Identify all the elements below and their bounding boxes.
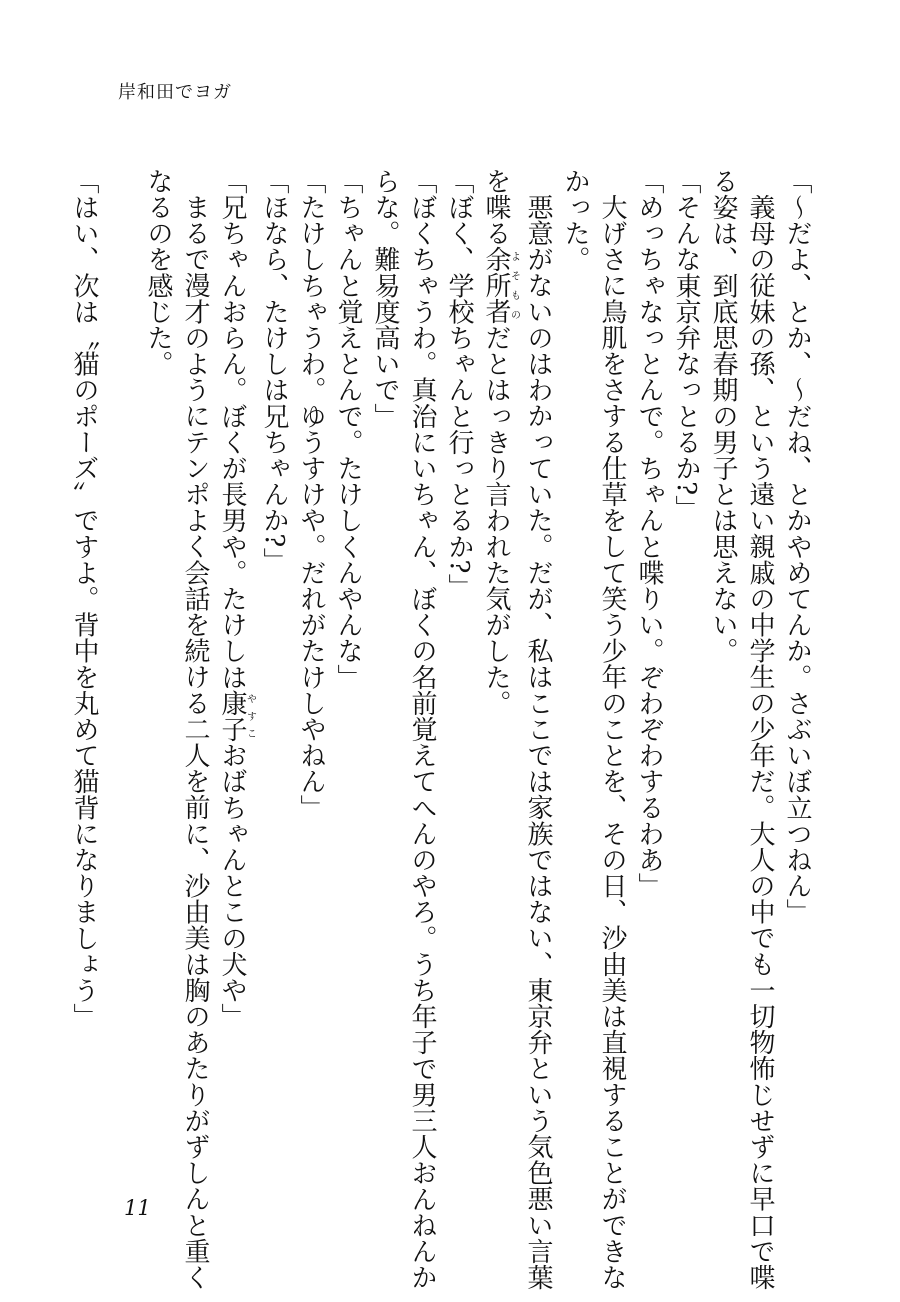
text-line: 「そんな東京弁なっとるか?」	[671, 168, 701, 522]
text-line: 「～だよ、とか、～だね、とかやめてんか。さぶいぼ立つねん」	[782, 168, 812, 925]
text-line: 「はい、次は〝猫のポーズ〟ですよ。背中を丸めて猫背になりましょう」	[69, 168, 99, 1030]
text-line: 大げさに鳥肌をさする仕草をして笑う少年のことを、その日、沙由美は直視することができな	[597, 194, 627, 1291]
text-line: を喋る余所者よそものだとはっきり言われた気がした。	[481, 168, 520, 717]
text-line: 「ほなら、たけしは兄ちゃんか?」	[259, 168, 289, 574]
text-line: らな。難易度高いで」	[370, 168, 400, 429]
text-line: る姿は、到底思春期の男子とは思えない。	[708, 168, 738, 664]
running-head: 岸和田でヨガ	[118, 82, 232, 103]
text-line: 「ぼく、学校ちゃんと行っとるか?」	[444, 168, 474, 600]
text-line: まるで漫才のようにテンポよく会話を続ける二人を前に、沙由美は胸のあたりがずしんと重く	[180, 194, 210, 1291]
text-line: かった。	[560, 168, 590, 273]
text-line: なるのを感じた。	[143, 168, 173, 377]
text-line: 「兄ちゃんおらん。ぼくが長男や。たけしは康子やすこおばちゃんとこの犬や」	[217, 168, 256, 1030]
text-line: 悪意がないのはわかっていた。だが、私はここでは家族ではない、東京弁という気色悪い言葉	[523, 194, 553, 1291]
ruby-annotation: 余所者よそもの	[481, 246, 520, 325]
ruby-reading: やすこ	[244, 690, 256, 743]
page-number: 11	[124, 1196, 151, 1220]
text-line: 義母の従妹の孫、という遠い親戚の中学生の少年だ。大人の中でも一切物怖じせずに早口で喋	[745, 194, 775, 1291]
text-line: 「ちゃんと覚えとんで。たけしくんやんな」	[333, 168, 363, 690]
text-line: 「たけしちゃうわ。ゆうすけや。だれがたけしやねん」	[296, 168, 326, 821]
text-line: 「ぼくちゃうわ。真治にいちゃん、ぼくの名前覚えてへんのやろ。うち年子で男三人おんねんか	[407, 168, 437, 1291]
ruby-reading: よそもの	[508, 246, 520, 325]
text-line: 「めっちゃなっとんで。ちゃんと喋りい。ぞわぞわするわあ」	[634, 168, 664, 899]
blank-line	[102, 168, 139, 1173]
ruby-annotation: 康子やすこ	[217, 690, 256, 743]
